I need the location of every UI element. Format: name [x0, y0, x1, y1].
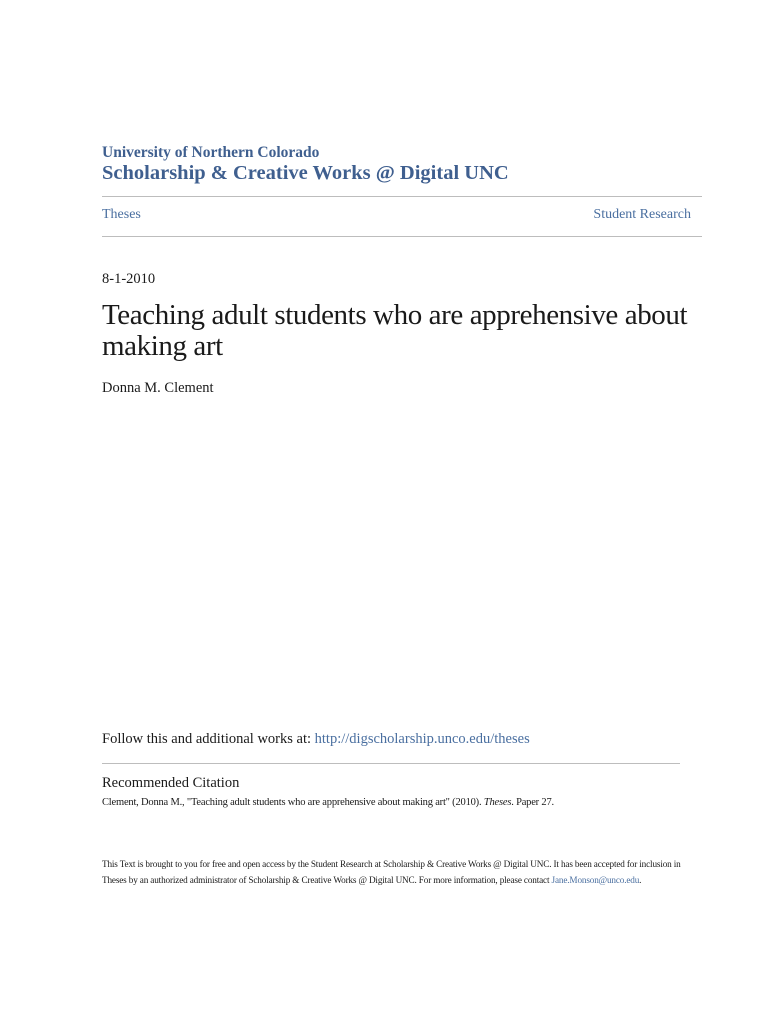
- citation-series: Theses: [483, 797, 512, 808]
- access-notice: [102, 856, 682, 888]
- header-divider-top: [102, 196, 702, 197]
- document-author[interactable]: Donna M. Clement: [102, 380, 214, 396]
- contact-email-link[interactable]: Jane.Monson@unco.edu: [551, 875, 640, 885]
- follow-line: [102, 731, 530, 748]
- institution-name: University of Northern Colorado: [102, 144, 320, 161]
- publication-date: 8-1-2010: [102, 271, 156, 287]
- recommended-citation-heading: Recommended Citation: [102, 775, 240, 791]
- citation-paper: . Paper 27.: [511, 797, 554, 808]
- document-title: Teaching adult students who are apprehensive about making art: [102, 299, 688, 362]
- series-link-theses[interactable]: Theses: [102, 207, 141, 222]
- follow-prefix: Follow this and additional works at:: [102, 731, 315, 747]
- citation-text: [102, 797, 554, 808]
- series-link-student-research[interactable]: Student Research: [593, 207, 691, 222]
- citation-main: Clement, Donna M., "Teaching adult students who are apprehensive about making art" (2010).: [102, 797, 484, 808]
- follow-url-link[interactable]: http://digscholarship.unco.edu/theses: [314, 731, 530, 747]
- header-divider-bottom: [102, 236, 702, 237]
- repository-name[interactable]: Scholarship & Creative Works @ Digital UNC: [102, 162, 509, 184]
- notice-end: .: [639, 875, 642, 885]
- notice-text: This Text is brought to you for free and open access by the Student Research at Scholarship & Creative Works @ Digital UNC. It has been accepted for inclusion in Theses by an authorized administrator of Scholarship & Creative Works @ Digital UNC. For more information, please contact: [102, 859, 681, 885]
- citation-divider: [102, 763, 680, 764]
